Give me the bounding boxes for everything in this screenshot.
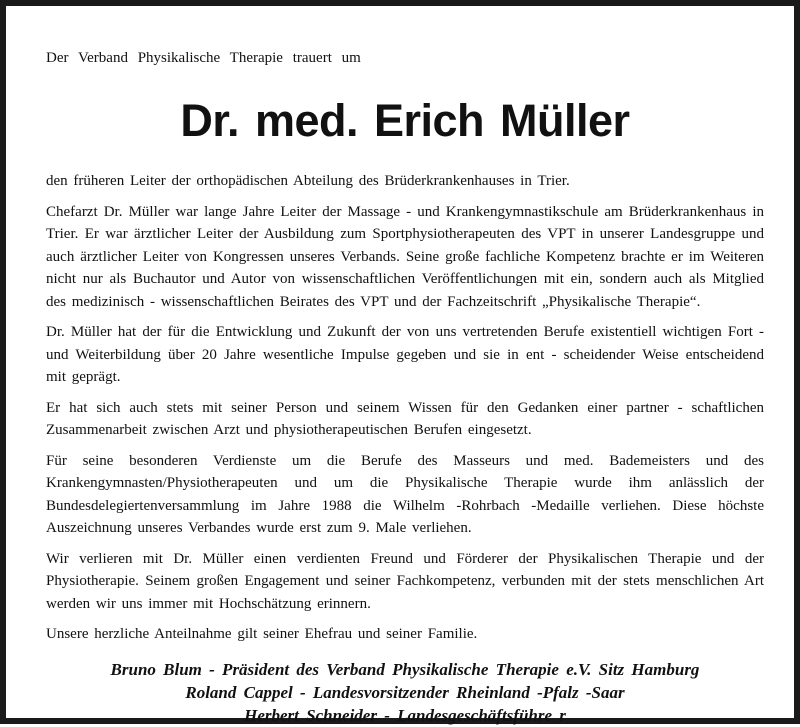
paragraph-training-impact: Dr. Müller hat der für die Entwicklung und Zukunft der von uns vertretenden Berufe existentiell wichtigen Fort - und Weiterbildung über 20 Jahre wesentliche Impulse gegeben und sie in ent - scheidender Weise entscheidend mit geprägt. xyxy=(46,324,764,385)
paragraph-former-role: den früheren Leiter der orthopädischen Abteilung des Brüderkrankenhauses in Trier. xyxy=(46,173,570,189)
signature-block xyxy=(46,658,764,727)
paragraph-award: Für seine besonderen Verdienste um die Berufe des Masseurs und med. Bademeisters und des Krankengymnasten/Physiotherapeuten und um die Physikalische Therapie wurde ihm anlässlich der Bundesdelegiertenversammlung im Jahre 1988 die Wilhelm -Rohrbach -Medaille verliehen. Diese höchste Auszeichnung unseres Verbandes wurde erst zum 9. Male verliehen. xyxy=(46,452,764,536)
paragraph-farewell: Wir verlieren mit Dr. Müller einen verdienten Freund und Förderer der Physikalischen Therapie und der Physiotherapie. Seinem großen Engagement und seiner Fachkompetenz, verbunden mit der stets menschlichen Art werden wir uns immer mit Hochschätzung erinnern. xyxy=(46,550,764,612)
signature-managing-director: Herbert Schneider - Landesgeschäftsführe r xyxy=(244,705,566,725)
paragraph-condolences: Unsere herzliche Anteilnahme gilt seiner Ehefrau und seiner Familie. xyxy=(46,626,478,642)
obituary-content xyxy=(46,48,764,727)
signature-regional-chair: Roland Cappel - Landesvorsitzender Rheinland -Pfalz -Saar xyxy=(185,682,625,702)
intro-line: Der Verband Physikalische Therapie trauert um xyxy=(46,50,361,66)
paragraph-career: Chefarzt Dr. Müller war lange Jahre Leiter der Massage - und Krankengymnastikschule am Brüderkrankenhaus in Trier. Er war ärztlicher Leiter der Ausbildung zum Sportphysiotherapeuten des VPT in unserer Landesgruppe und auch ärztlicher Leiter von Kongressen unseres Verbands. Seine große fachliche Kompetenz brachte er im Weiteren nicht nur als Buchautor und Autor von wissenschaftlichen Veröffentlichungen mit ein, sondern auch als Mitglied des medizinisch - wissenschaftlichen Beirates des VPT und der Fachzeitschrift „Physikalische Therapie“. xyxy=(46,203,764,310)
signature-president: Bruno Blum - Präsident des Verband Physikalische Therapie e.V. Sitz Hamburg xyxy=(110,659,700,679)
paragraph-partnership: Er hat sich auch stets mit seiner Person und seinem Wissen für den Gedanken einer partner - schaftlichen Zusammenarbeit zwischen Arzt und physiotherapeutischen Berufen eingesetzt. xyxy=(46,399,764,438)
deceased-name-heading: Dr. med. Erich Müller xyxy=(180,95,630,146)
